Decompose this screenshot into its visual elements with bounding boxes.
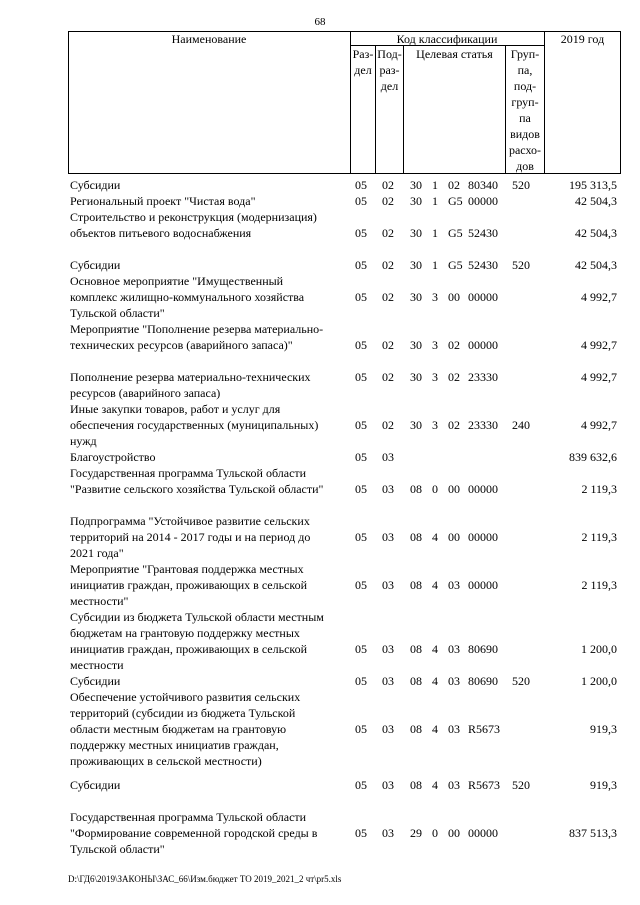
cell-s3: 02: [448, 370, 460, 384]
cell-s4: 52430: [468, 258, 498, 272]
cell-s4: 00000: [468, 530, 498, 544]
row-name: Подпрограмма "Устойчивое развитие сельских территорий на 2014 - 2017 годы и на период до 2021 года": [70, 514, 311, 560]
cell-razd: 05: [355, 578, 367, 592]
cell-pod: 02: [382, 178, 394, 192]
cell-s4: 00000: [468, 194, 498, 208]
cell-s2: 3: [432, 370, 438, 384]
cell-s3: 02: [448, 338, 460, 352]
cell-razd: 05: [355, 178, 367, 192]
cell-s1: 30: [410, 226, 422, 240]
cell-s1: 29: [410, 826, 422, 840]
row-name: Субсидии: [70, 674, 121, 688]
cell-sum: 42 504,3: [575, 226, 617, 240]
row-name: Строительство и реконструкция (модернизация) объектов питьевого водоснабжения: [70, 210, 317, 240]
cell-sum: 1 200,0: [581, 642, 617, 656]
cell-sum: 42 504,3: [575, 258, 617, 272]
cell-razd: 05: [355, 226, 367, 240]
cell-razd: 05: [355, 722, 367, 736]
cell-s1: 08: [410, 778, 422, 792]
cell-vr: 520: [512, 778, 530, 792]
cell-s3: 00: [448, 290, 460, 304]
cell-vr: 520: [512, 258, 530, 272]
header-right-border: [620, 31, 621, 174]
cell-s4: 52430: [468, 226, 498, 240]
cell-razd: 05: [355, 418, 367, 432]
cell-sum: 2 119,3: [581, 578, 617, 592]
cell-s2: 4: [432, 674, 438, 688]
cell-s2: 0: [432, 482, 438, 496]
header-left-border: [68, 31, 69, 174]
header-divider: [403, 45, 404, 174]
cell-s2: 4: [432, 722, 438, 736]
header-name: Наименование: [171, 32, 247, 46]
cell-s1: 30: [410, 370, 422, 384]
cell-s4: 00000: [468, 482, 498, 496]
cell-s1: 30: [410, 258, 422, 272]
page-number: 68: [314, 16, 326, 28]
row-name: Благоустройство: [70, 450, 156, 464]
cell-sum: 2 119,3: [581, 482, 617, 496]
row-name: Иные закупки товаров, работ и услуг для обеспечения государственных (муниципальных) нужд: [70, 402, 319, 448]
cell-s1: 30: [410, 338, 422, 352]
cell-s1: 08: [410, 482, 422, 496]
cell-s1: 30: [410, 178, 422, 192]
cell-s2: 1: [432, 226, 438, 240]
header-razdel: Раз- дел: [352, 47, 374, 77]
cell-s4: 80690: [468, 642, 498, 656]
cell-razd: 05: [355, 450, 367, 464]
header-celevaya: Целевая статья: [416, 47, 493, 61]
cell-razd: 05: [355, 642, 367, 656]
cell-s2: 4: [432, 642, 438, 656]
cell-razd: 05: [355, 338, 367, 352]
cell-pod: 02: [382, 258, 394, 272]
row-name: Пополнение резерва материально-технических ресурсов (аварийного запаса): [70, 370, 311, 400]
cell-s2: 4: [432, 530, 438, 544]
cell-s3: 02: [448, 418, 460, 432]
cell-s3: 00: [448, 482, 460, 496]
row-name: Субсидии: [70, 778, 121, 792]
header-divider: [544, 31, 545, 174]
cell-razd: 05: [355, 778, 367, 792]
cell-s4: 00000: [468, 290, 498, 304]
cell-pod: 03: [382, 578, 394, 592]
cell-s3: 03: [448, 778, 460, 792]
cell-s4: R5673: [468, 722, 501, 736]
cell-s3: 03: [448, 722, 460, 736]
cell-s3: 00: [448, 826, 460, 840]
header-vidrash: Груп- па, под- груп- па видов расхо- дов: [508, 47, 542, 173]
cell-sum: 919,3: [590, 778, 617, 792]
cell-pod: 03: [382, 482, 394, 496]
cell-s4: 00000: [468, 578, 498, 592]
cell-s4: 00000: [468, 338, 498, 352]
cell-s1: 08: [410, 578, 422, 592]
row-name: Обеспечение устойчивого развития сельских территорий (субсидии из бюджета Тульской области местным бюджетам на грантовую поддержку местных инициатив граждан, проживающих в сельской местности): [70, 690, 301, 768]
cell-s2: 1: [432, 194, 438, 208]
cell-s4: 00000: [468, 826, 498, 840]
header-podrazdel: Под- раз- дел: [377, 47, 402, 93]
cell-s2: 3: [432, 290, 438, 304]
cell-pod: 03: [382, 722, 394, 736]
cell-pod: 03: [382, 674, 394, 688]
cell-razd: 05: [355, 530, 367, 544]
cell-sum: 2 119,3: [581, 530, 617, 544]
cell-razd: 05: [355, 482, 367, 496]
cell-pod: 02: [382, 194, 394, 208]
cell-s3: 00: [448, 530, 460, 544]
cell-s2: 0: [432, 826, 438, 840]
row-name: Государственная программа Тульской области "Развитие сельского хозяйства Тульской области": [70, 466, 324, 496]
cell-razd: 05: [355, 194, 367, 208]
cell-s2: 4: [432, 578, 438, 592]
cell-s1: 30: [410, 418, 422, 432]
cell-s2: 1: [432, 178, 438, 192]
cell-s1: 30: [410, 194, 422, 208]
cell-sum: 839 632,6: [569, 450, 617, 464]
cell-s4: 80340: [468, 178, 498, 192]
cell-pod: 02: [382, 290, 394, 304]
cell-razd: 05: [355, 290, 367, 304]
cell-s1: 30: [410, 290, 422, 304]
cell-s4: 23330: [468, 418, 498, 432]
cell-pod: 02: [382, 418, 394, 432]
cell-pod: 03: [382, 778, 394, 792]
row-name: Субсидии из бюджета Тульской области местным бюджетам на грантовую поддержку местных инициатив граждан, проживающих в сельской местности: [70, 610, 324, 672]
cell-s4: 80690: [468, 674, 498, 688]
cell-s1: 08: [410, 674, 422, 688]
cell-s2: 3: [432, 338, 438, 352]
cell-s3: 03: [448, 642, 460, 656]
cell-pod: 02: [382, 338, 394, 352]
cell-razd: 05: [355, 370, 367, 384]
cell-pod: 03: [382, 530, 394, 544]
cell-s2: 1: [432, 258, 438, 272]
cell-razd: 05: [355, 674, 367, 688]
cell-sum: 1 200,0: [581, 674, 617, 688]
cell-razd: 05: [355, 258, 367, 272]
cell-s3: 03: [448, 674, 460, 688]
cell-s4: R5673: [468, 778, 501, 792]
cell-sum: 4 992,7: [581, 338, 617, 352]
header-year: 2019 год: [560, 32, 605, 46]
cell-razd: 05: [355, 826, 367, 840]
cell-sum: 4 992,7: [581, 370, 617, 384]
row-name: Государственная программа Тульской области "Формирование современной городской среды в Тульской области": [70, 810, 318, 856]
cell-sum: 42 504,3: [575, 194, 617, 208]
cell-sum: 919,3: [590, 722, 617, 736]
row-name: Региональный проект "Чистая вода": [70, 194, 256, 208]
cell-sum: 4 992,7: [581, 290, 617, 304]
cell-sum: 195 313,5: [569, 178, 617, 192]
row-name: Основное мероприятие "Имущественный комплекс жилищно-коммунального хозяйства Тульской области": [70, 274, 305, 320]
cell-s1: 08: [410, 530, 422, 544]
cell-pod: 03: [382, 826, 394, 840]
cell-pod: 02: [382, 226, 394, 240]
cell-sum: 4 992,7: [581, 418, 617, 432]
cell-s3: G5: [448, 226, 463, 240]
cell-s2: 4: [432, 778, 438, 792]
cell-s2: 3: [432, 418, 438, 432]
header-code: Код классификации: [396, 32, 498, 46]
cell-s1: 08: [410, 722, 422, 736]
cell-s3: 03: [448, 578, 460, 592]
cell-sum: 837 513,3: [569, 826, 617, 840]
row-name: Мероприятие "Пополнение резерва материально- технических ресурсов (аварийного запаса)": [70, 322, 324, 352]
cell-s3: G5: [448, 194, 463, 208]
cell-s3: 02: [448, 178, 460, 192]
row-name: Субсидии: [70, 178, 121, 192]
cell-s3: G5: [448, 258, 463, 272]
cell-pod: 03: [382, 642, 394, 656]
cell-vr: 520: [512, 674, 530, 688]
file-path-footer: D:\ГД6\2019\ЗАКОНЫ\ЗАС_66\Изм.бюджет ТО 2019_2021_2 чт\pr5.xls: [68, 874, 342, 884]
row-name: Мероприятие "Грантовая поддержка местных инициатив граждан, проживающих в сельской местности": [70, 562, 308, 608]
cell-vr: 520: [512, 178, 530, 192]
table-header: [68, 31, 621, 174]
cell-vr: 240: [512, 418, 530, 432]
cell-pod: 02: [382, 370, 394, 384]
row-name: Субсидии: [70, 258, 121, 272]
cell-s4: 23330: [468, 370, 498, 384]
cell-s1: 08: [410, 642, 422, 656]
cell-pod: 03: [382, 450, 394, 464]
